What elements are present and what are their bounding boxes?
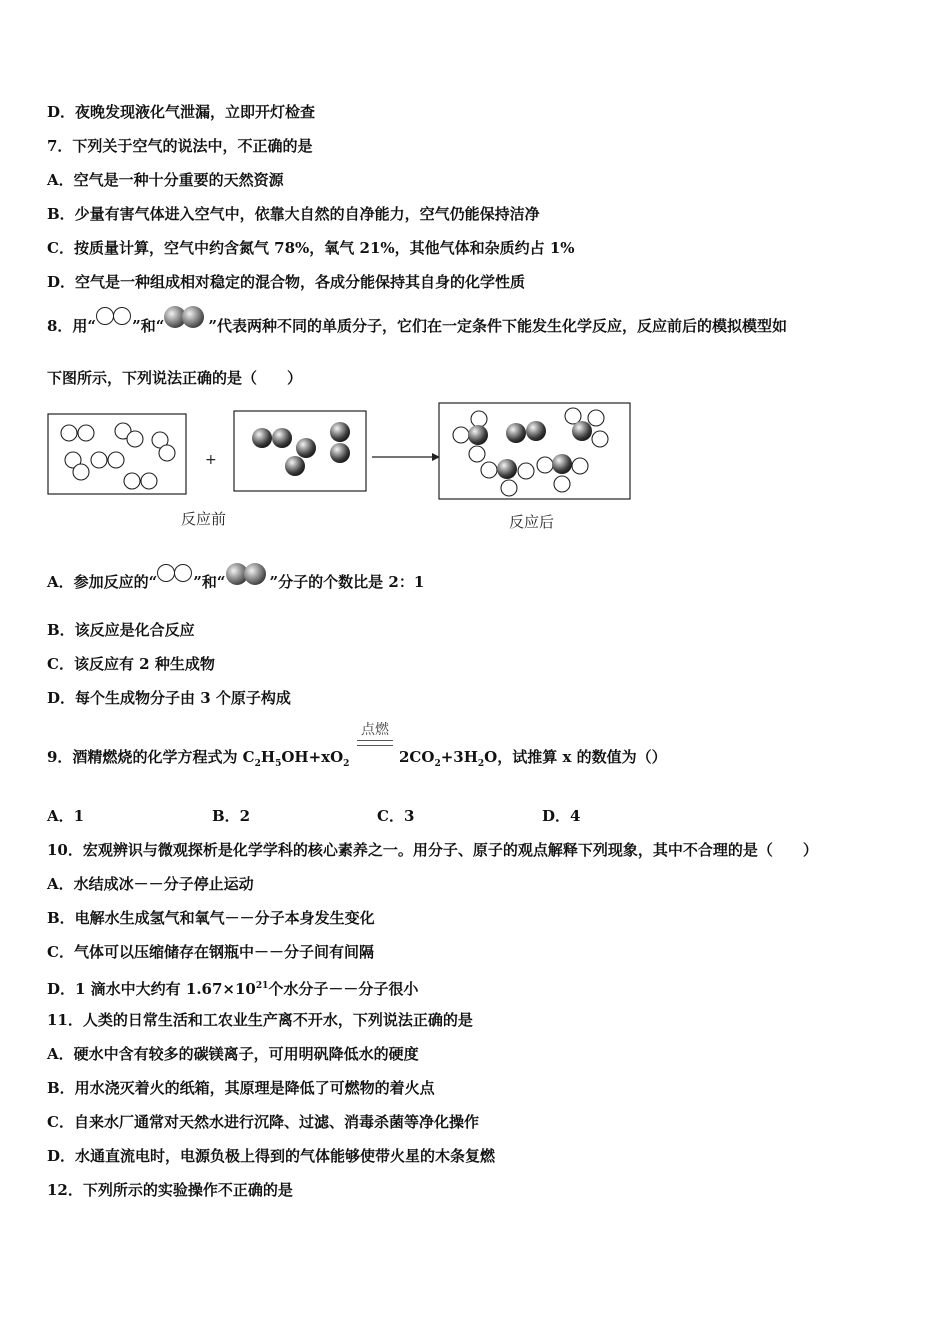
q10-option-d-part-b: 个水分子－－分子很小	[268, 980, 419, 998]
solid-molecule-icon	[164, 306, 208, 328]
q9-prod-b: +3H	[440, 748, 478, 766]
plus-sign: +	[205, 452, 217, 468]
q9-sub: 5	[275, 759, 282, 769]
q8-option-a-part-b: ”和“	[193, 573, 226, 591]
q11-option-b: B．用水浇灭着火的纸箱，其原理是降低了可燃物的着火点	[47, 1079, 435, 1097]
q10-option-c: C．气体可以压缩储存在钢瓶中－－分子间有间隔	[47, 943, 374, 961]
q9-sub: 2	[254, 759, 261, 769]
q9-prod-a: 2CO	[399, 748, 435, 766]
q10-option-d	[47, 976, 418, 999]
hollow-molecule-icon	[96, 307, 132, 327]
caption-after: 反应后	[509, 513, 555, 531]
q10-stem: 10．宏观辨识与微观探析是化学学科的核心素养之一。用分子、原子的观点解释下列现象，其中不合理的是（ ）	[47, 841, 818, 859]
q9-condition-lines	[357, 740, 393, 746]
q6-option-d: D．夜晚发现液化气泄漏，立即开灯检查	[47, 103, 316, 121]
q9-stem-oh: OH+xO	[281, 748, 344, 766]
q8-stem-part-b: ”和“	[132, 317, 165, 335]
q10-exponent: 21	[255, 981, 269, 991]
q9-products	[399, 747, 667, 774]
q8-option-c: C．该反应有 2 种生成物	[47, 655, 215, 673]
q8-stem-part-a: 8．用“	[47, 317, 97, 335]
hollow-molecule-icon	[157, 564, 193, 584]
q9-sub: 2	[343, 759, 350, 769]
q9-prod-c: O，试推算 x 的数值为（）	[484, 748, 667, 766]
q9-sub: 2	[477, 759, 485, 769]
q8-stem-line1	[47, 316, 787, 338]
q9-stem-part-a: 9．酒精燃烧的化学方程式为 C	[47, 748, 255, 766]
q8-option-a	[47, 572, 424, 594]
q10-option-a: A．水结成冰－－分子停止运动	[47, 875, 254, 893]
q7-option-a: A．空气是一种十分重要的天然资源	[47, 171, 284, 189]
q11-stem: 11．人类的日常生活和工农业生产离不开水，下列说法正确的是	[47, 1011, 473, 1029]
q11-option-c: C．自来水厂通常对天然水进行沉降、过滤、消毒杀菌等净化操作	[47, 1113, 479, 1131]
q7-stem: 7．下列关于空气的说法中，不正确的是	[47, 137, 313, 155]
q9-sub: 2	[434, 759, 441, 769]
caption-before: 反应前	[181, 510, 227, 528]
q8-option-b: B．该反应是化合反应	[47, 621, 195, 639]
q9-stem	[47, 747, 349, 774]
q11-option-d: D．水通直流电时，电源负极上得到的气体能够使带火星的木条复燃	[47, 1147, 496, 1165]
q8-option-d: D．每个生成物分子由 3 个原子构成	[47, 689, 291, 707]
q7-option-b: B．少量有害气体进入空气中，依靠大自然的自净能力，空气仍能保持洁净	[47, 205, 540, 223]
q12-stem: 12．下列所示的实验操作不正确的是	[47, 1181, 293, 1199]
q8-stem-line2: 下图所示，下列说法正确的是（ ）	[47, 369, 303, 387]
q9-option-c: C．3	[377, 807, 415, 825]
q8-stem-part-c: ”代表两种不同的单质分子，它们在一定条件下能发生化学反应，反应前后的模拟模型如	[208, 317, 787, 335]
q7-option-c: C．按质量计算，空气中约含氮气 78%，氧气 21%，其他气体和杂质约占 1%	[47, 239, 575, 257]
q9-stem-h: H	[260, 748, 276, 766]
q9-condition-text: 点燃	[361, 722, 389, 738]
q11-option-a: A．硬水中含有较多的碳镁离子，可用明矾降低水的硬度	[47, 1045, 419, 1063]
q9-option-d: D．4	[542, 807, 581, 825]
q10-option-d-part-a: D．1 滴水中大约有 1.67×10	[47, 980, 256, 998]
q9-option-b: B．2	[212, 807, 251, 825]
q9-condition	[355, 722, 395, 746]
q8-option-a-part-c: ”分子的个数比是 2：1	[269, 573, 425, 591]
q10-option-b: B．电解水生成氢气和氧气－－分子本身发生变化	[47, 909, 375, 927]
solid-molecule-icon	[226, 563, 270, 585]
q8-option-a-part-a: A．参加反应的“	[47, 573, 158, 591]
q9-option-a: A．1	[47, 807, 85, 825]
q7-option-d: D．空气是一种组成相对稳定的混合物，各成分能保持其自身的化学性质	[47, 273, 526, 291]
